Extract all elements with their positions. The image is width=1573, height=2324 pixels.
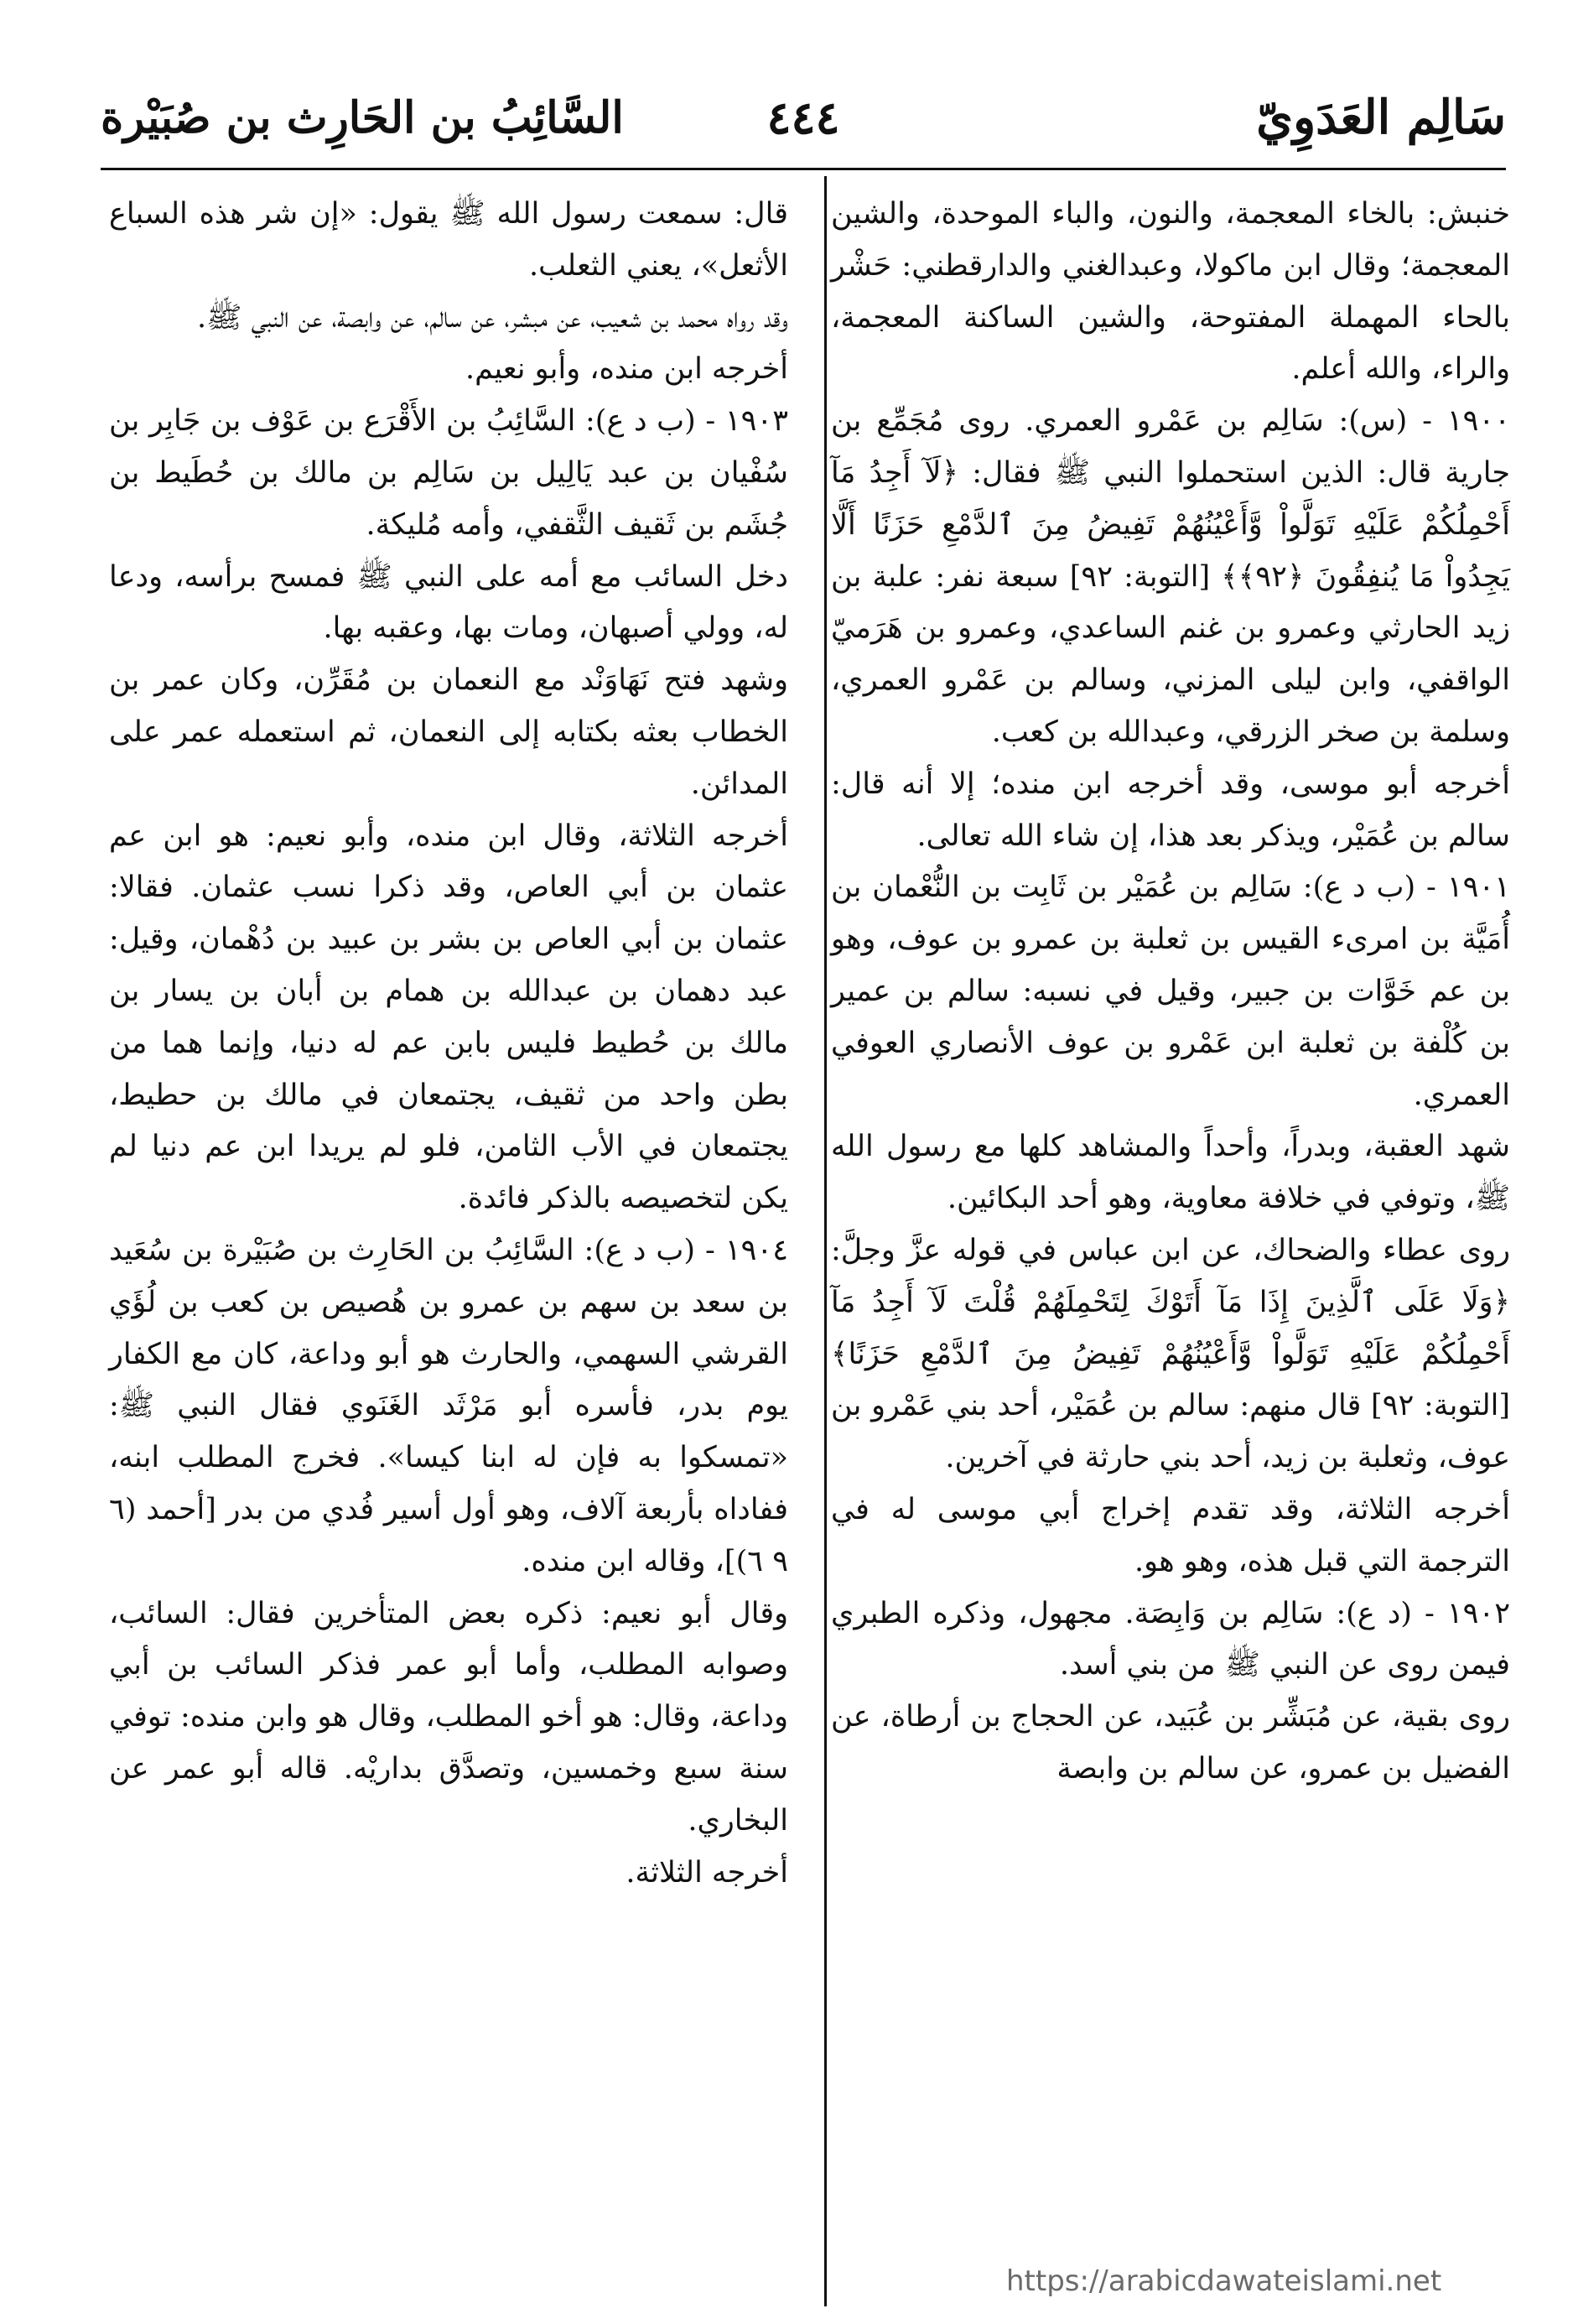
paragraph: دخل السائب مع أمه على النبي ﷺ فمسح برأسه، ودعا له، وولي أصبهان، ومات بها، وعقبه بها. xyxy=(109,559,788,646)
paragraph: شهد العقبة، وبدراً، وأحداً والمشاهد كلها مع رسول الله ﷺ، وتوفي في خلافة معاوية، وهو أحد البكائين. xyxy=(831,1130,1510,1216)
paragraph: أخرجه الثلاثة. xyxy=(626,1855,788,1890)
watermark-url: https://arabicdawateislami.net xyxy=(1006,2264,1442,2298)
paragraph: أخرجه الثلاثة، وقال ابن منده، وأبو نعيم: هو ابن عم عثمان بن أبي العاص، وقد ذكرا نسب عثمان. فقالا: عثمان بن أبي العاص بن بشر بن عبيد بن دُهْمان، وقيل: عبد دهمان بن عبدالله بن همام بن أبان بن يسار بن مالك بن حُطيط فليس بابن عم له دنيا، وإنما هما من بطن واحد من ثقيف، يجتمعان في مالك بن حطيط، يجتمعان في الأب الثامن، فلو لم يريدا ابن عم دنيا لم يكن لتخصيصه بالذكر فائدة. xyxy=(109,819,789,1216)
entry-1900: ١٩٠٠ - (س): سَالِم بن عَمْرو العمري. روى مُجَمِّع بن جارية قال: الذين استحملوا النبي ﷺ فقال: ﴿لَآ أَجِدُ مَآ أَحْمِلُكُمْ عَلَيْهِ تَوَلَّواْ وَّأَعْيُنُهُمْ تَفِيضُ مِنَ ٱلدَّمْعِ حَزَنًا أَلَّا يَجِدُواْ مَا يُنفِقُونَ ﴿٩٢﴾﴾ [التوبة: ٩٢] سبعة نفر: علبة بن زيد الحارثي وعمرو بن غنم الساعدي، وعمرو بن هَرَميّ الواقفي، وابن ليلى المزني، وسالم بن عَمْرو العمري، وسلمة بن صخر الزرقي، وعبدالله بن كعب. xyxy=(831,404,1511,749)
running-title-left: السَّائِبُ بن الحَارِث بن صُبَيْرة xyxy=(101,91,624,143)
right-column xyxy=(831,189,1510,1796)
paragraph: قال: سمعت رسول الله ﷺ يقول: «إن شر هذه السباع الأثعل»، يعني الثعلب. xyxy=(109,197,788,283)
page-number: ٤٤٤ xyxy=(766,91,840,144)
entry-1902: ١٩٠٢ - (د ع): سَالِم بن وَابِصَة. مجهول، وذكره الطبري فيمن روى عن النبي ﷺ من بني أسد. xyxy=(831,1596,1510,1682)
entry-1901: ١٩٠١ - (ب د ع): سَالِم بن عُمَيْر بن ثَابِت بن النُّعْمان بن أُمَيَّة بن امرىء القيس بن ثعلبة بن عمرو بن عوف، وهو بن عم خَوَّات بن جبير، وقيل في نسبه: سالم بن عمير بن كُلْفة بن ثعلبة ابن عَمْرو بن عوف الأنصاري العوفي العمري. xyxy=(831,871,1510,1112)
entry-1903: ١٩٠٣ - (ب د ع): السَّائِبُ بن الأَقْرَع بن عَوْف بن جَابِر بن سُفْيان بن عبد يَالِيل بن سَالِم بن مالك بن حُطَيط بن جُشَم بن ثَقيف الثَّقفي، وأمه مُليكة. xyxy=(109,404,788,542)
page-header xyxy=(101,80,1506,155)
header-divider xyxy=(101,168,1506,170)
paragraph: أخرجه أبو موسى، وقد أخرجه ابن منده؛ إلا أنه قال: سالم بن عُمَيْر، ويذكر بعد هذا، إن شاء الله تعالى. xyxy=(831,767,1510,853)
column-divider xyxy=(824,176,827,2306)
paragraph: روى عطاء والضحاك، عن ابن عباس في قوله عزَّ وجلَّ: ﴿وَلَا عَلَى ٱلَّذِينَ إِذَا مَآ أَتَوْكَ لِتَحْمِلَهُمْ قُلْتَ لَآ أَجِدُ مَآ أَحْمِلُكُمْ عَلَيْهِ تَوَلَّواْ وَّأَعْيُنُهُمْ تَفِيضُ مِنَ ٱلدَّمْعِ حَزَنًا﴾ [التوبة: ٩٢] قال منهم: سالم بن عُمَيْر، أحد بني عَمْرو بن عوف، وثعلبة بن زيد، أحد بني حارثة في آخرين. xyxy=(831,1233,1510,1475)
paragraph: وقد رواه محمد بن شعيب، عن مبشر، عن سالم، عن وابصة، عن النبي ﷺ. xyxy=(197,300,788,335)
running-title-right: سَالِم العَدَوِيّ xyxy=(1256,90,1506,145)
entry-1904: ١٩٠٤ - (ب د ع): السَّائِبُ بن الحَارِث بن صُبَيْرة بن سُعَيد بن سعد بن سهم بن عمرو بن هُصيص بن كعب بن لُؤَي القرشي السهمي، والحارث هو أبو وداعة، كان مع الكفار يوم بدر، فأسره أبو مَرْثَد الغَنَوي فقال النبي ﷺ: «تمسكوا به فإن له ابنا كيسا». فخرج المطلب ابنه، ففاداه بأربعة آلاف، وهو أول أسير فُدي من بدر [أحمد (٦ ٩ ٦)]، وقاله ابن منده. xyxy=(109,1233,788,1578)
paragraph: وشهد فتح نَهَاوَنْد مع النعمان بن مُقَرِّن، وكان عمر بن الخطاب بعثه بكتابه إلى النعمان، ثم استعمله عمر على المدائن. xyxy=(109,663,788,801)
paragraph: أخرجه الثلاثة، وقد تقدم إخراج أبي موسى له في الترجمة التي قبل هذه، وهو هو. xyxy=(831,1492,1510,1578)
paragraph: خنبش: بالخاء المعجمة، والنون، والباء الموحدة، والشين المعجمة؛ وقال ابن ماكولا، وعبدالغني والدارقطني: حَشْر بالحاء المهملة المفتوحة، والشين الساكنة المعجمة، والراء، والله أعلم. xyxy=(831,197,1510,387)
paragraph: وقال أبو نعيم: ذكره بعض المتأخرين فقال: السائب، وصوابه المطلب، وأما أبو عمر فذكر السائب بن أبي وداعة، وقال: هو أخو المطلب، وقال هو وابن منده: توفي سنة سبع وخمسين، وتصدَّق بداريْه. قاله أبو عمر عن البخاري. xyxy=(109,1596,788,1838)
paragraph: روى بقية، عن مُبَشِّر بن عُبَيد، عن الحجاج بن أرطاة، عن الفضيل بن عمرو، عن سالم بن وابصة xyxy=(831,1700,1510,1786)
paragraph: أخرجه ابن منده، وأبو نعيم. xyxy=(465,352,788,387)
left-column xyxy=(109,189,788,1899)
